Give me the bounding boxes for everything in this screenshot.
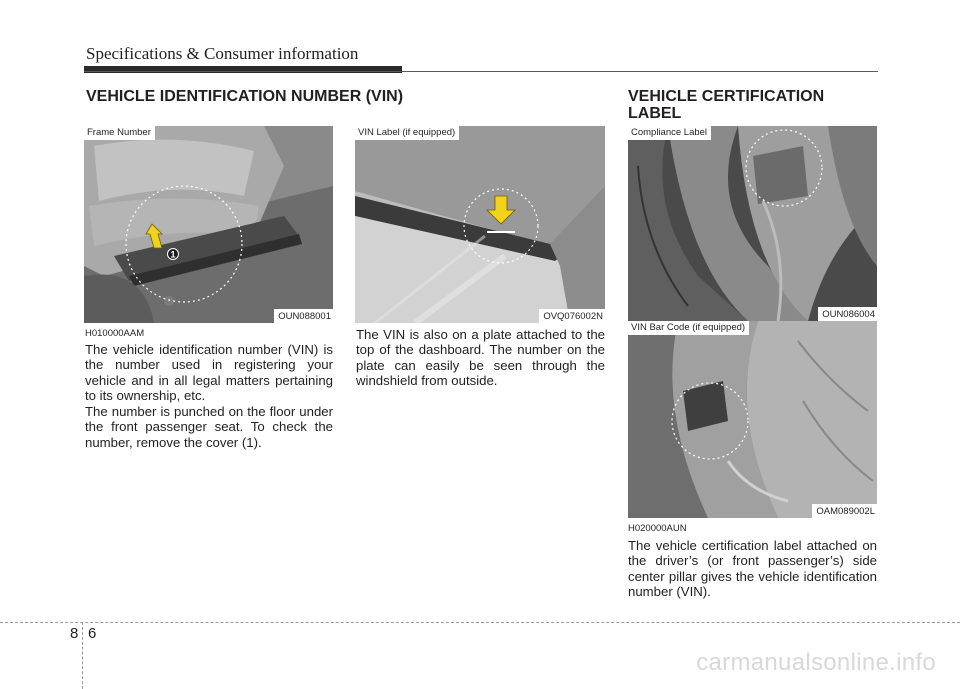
vin-label-label: VIN Label (if equipped) [355, 126, 459, 140]
vin-barcode-figure-code: OAM089002L [812, 504, 877, 518]
cover-marker-label: 1 [170, 249, 176, 260]
door-frame-illustration [628, 321, 877, 518]
watermark: carmanualsonline.info [696, 649, 936, 676]
frame-number-figure-code: OUN088001 [274, 309, 333, 323]
vin-label-figure-code: OVQ076002N [539, 309, 605, 323]
vin-barcode-figure [628, 321, 877, 518]
footer-rule [0, 622, 960, 623]
frame-number-label: Frame Number [84, 126, 155, 140]
vin-label-figure [355, 126, 605, 323]
cert-section-title: VEHICLE CERTIFICATION LABEL [628, 88, 825, 122]
footer-divider [82, 622, 83, 689]
vin-paragraph-1: The vehicle identification number (VIN) is the number used in registering your vehicle and in all legal matters pertaining to its ownership, etc. [85, 342, 333, 403]
door-pillar-illustration [628, 126, 877, 321]
vin-barcode-label: VIN Bar Code (if equipped) [628, 321, 749, 335]
cert-paragraph: The vehicle certification label attached on the driver’s (or front passenger’s) side center pillar gives the vehicle identification number (VIN). [628, 538, 877, 599]
cert-reference-code: H020000AUN [628, 523, 687, 534]
frame-number-figure [84, 126, 333, 323]
vin-section-title: VEHICLE IDENTIFICATION NUMBER (VIN) [86, 88, 404, 105]
vin-reference-code: H010000AAM [85, 328, 145, 339]
dashboard-illustration [355, 126, 605, 323]
vin-paragraph-3: The VIN is also on a plate attached to the top of the dashboard. The number on the plate can easily be seen through the windshield from outside. [356, 327, 605, 388]
vin-paragraph-2: The number is punched on the floor under the front passenger seat. To check the number, remove the cover (1). [85, 404, 333, 450]
header-rule [84, 71, 878, 72]
compliance-label-label: Compliance Label [628, 126, 711, 140]
section-number: 8 [70, 625, 79, 642]
page-number: 6 [88, 625, 97, 642]
page-header-title: Specifications & Consumer information [86, 44, 359, 63]
compliance-label-figure-code: OUN086004 [818, 307, 877, 321]
compliance-label-figure [628, 126, 877, 321]
seat-illustration [84, 126, 333, 323]
